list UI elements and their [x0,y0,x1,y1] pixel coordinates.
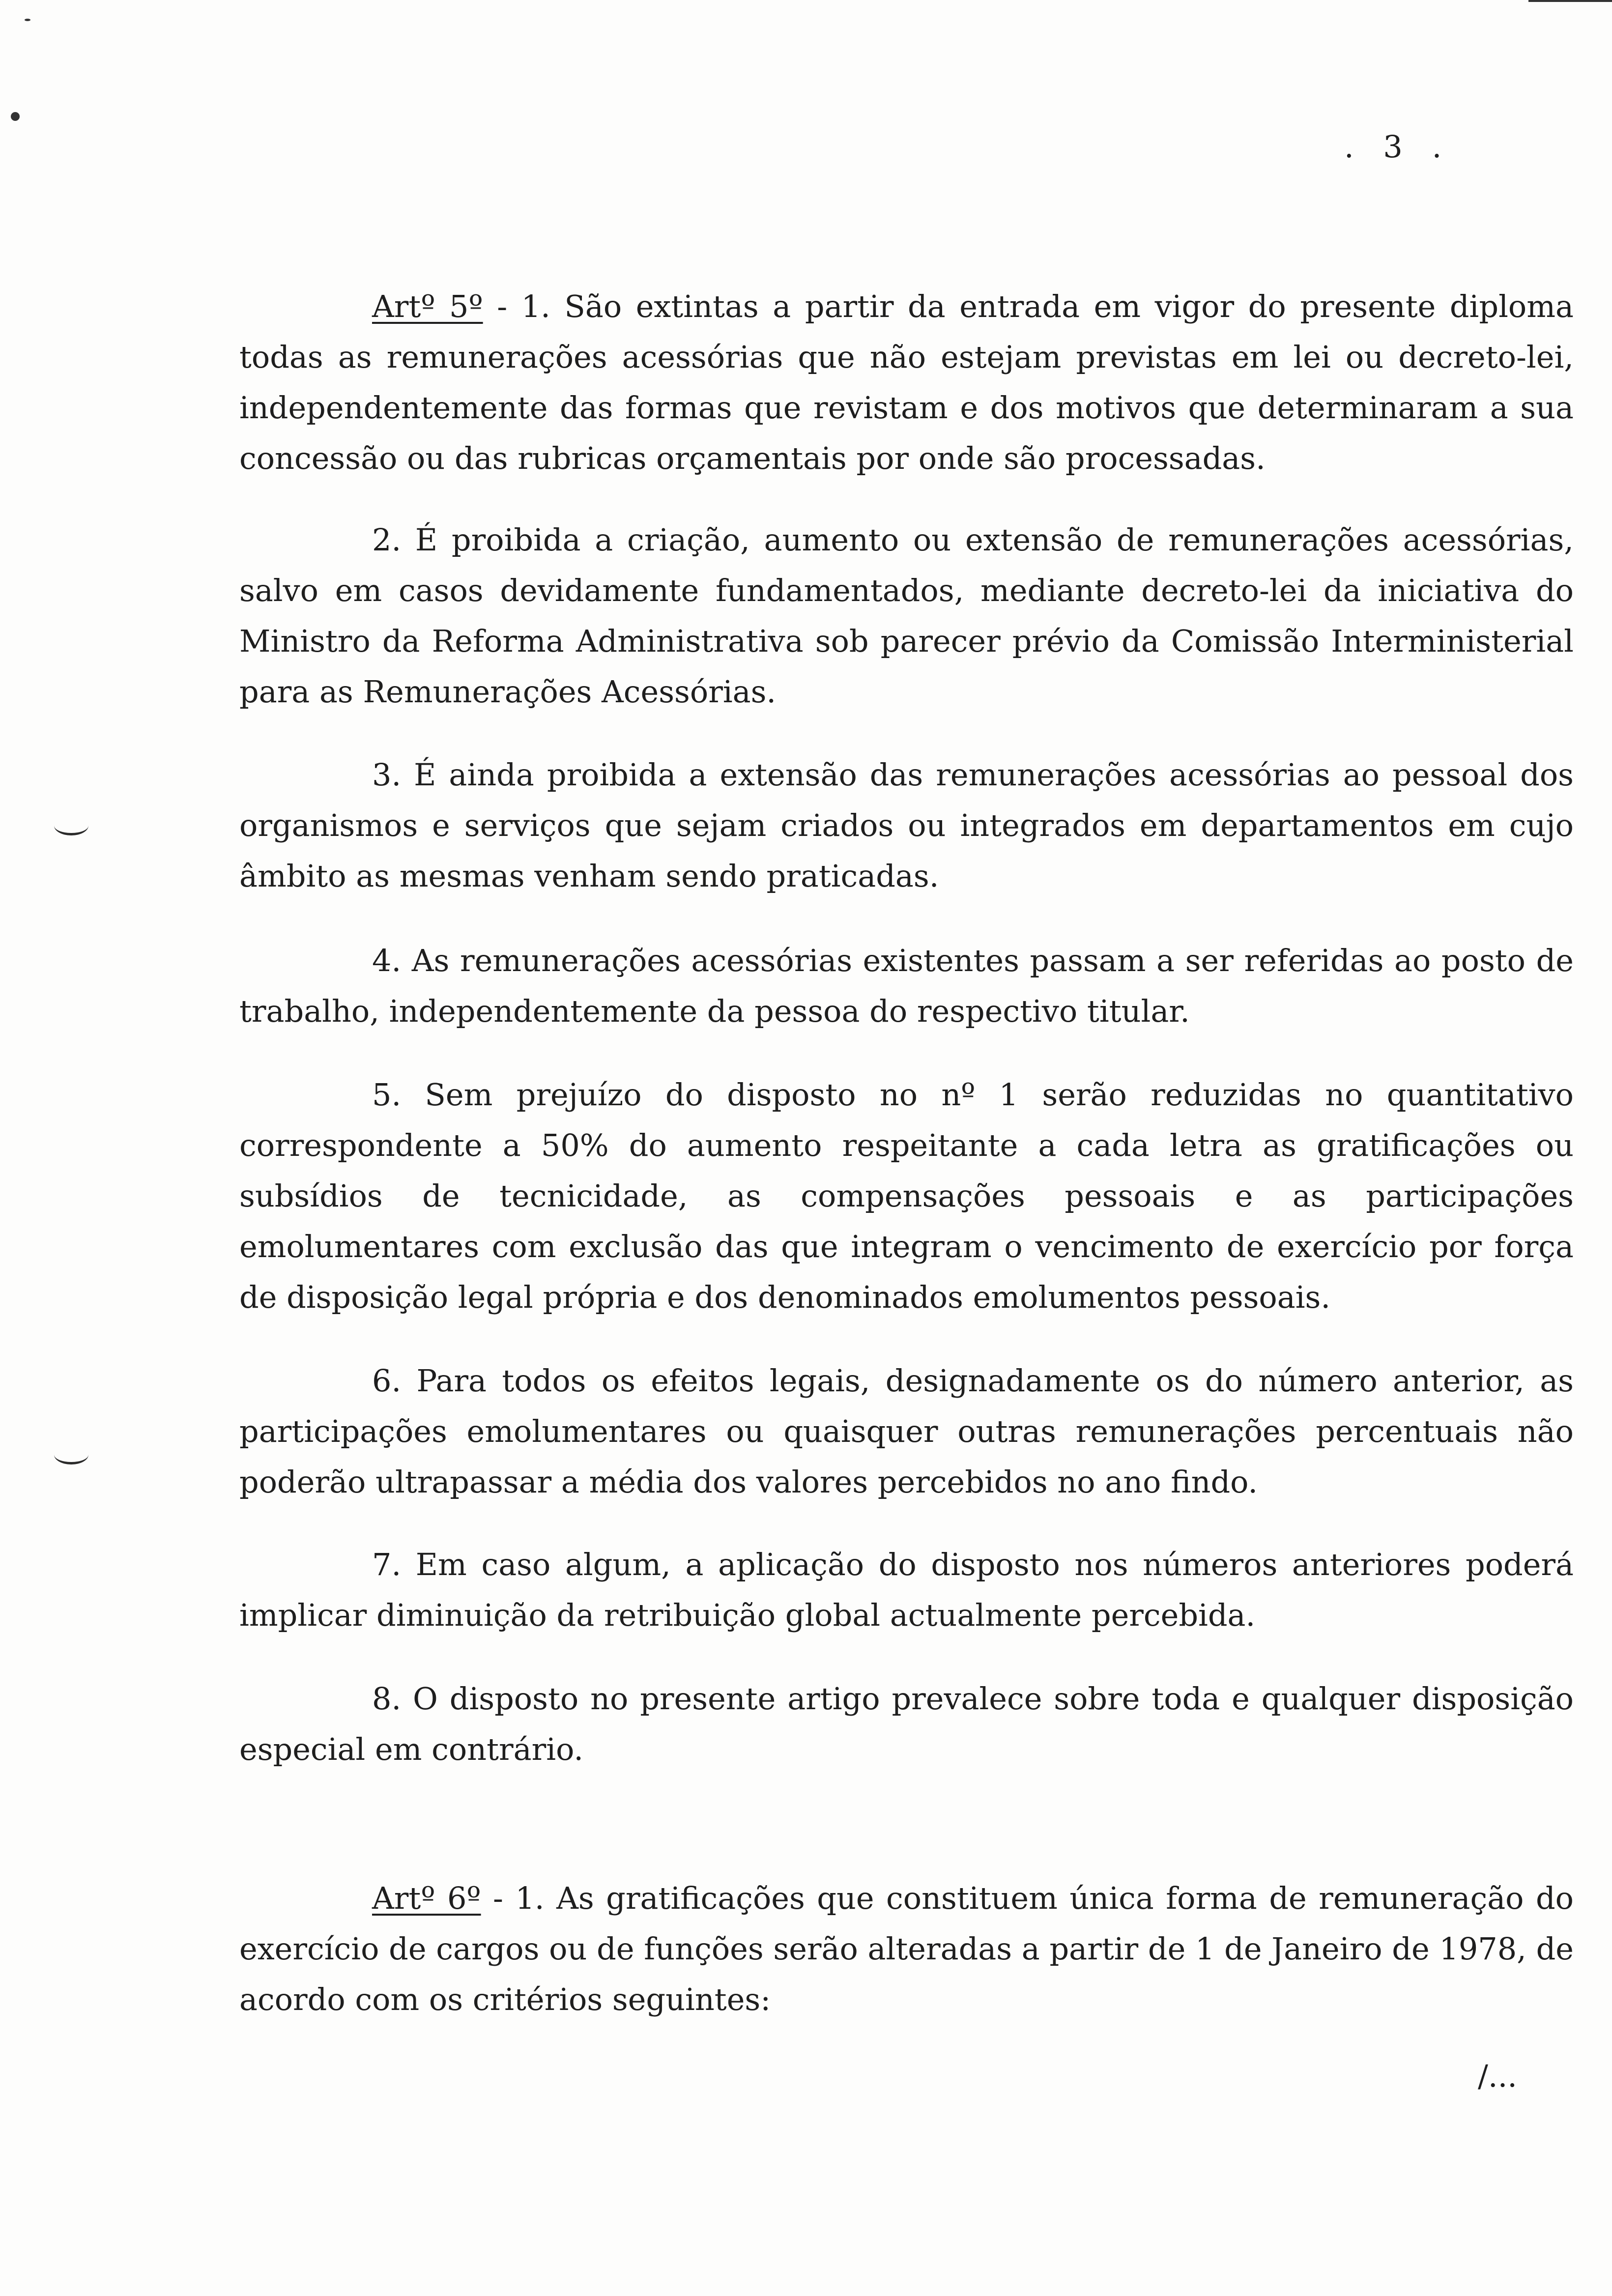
article-5-p6-text: 6. Para todos os efeitos legais, designadamente os do número anterior, as participações emolumentares ou quaisquer outras remunerações percentuais não poderão ultrapassar a média dos valores percebidos no ano findo. [239,1363,1574,1500]
article-6-p1-text: - 1. As gratificações que constituem única forma de remuneração do exercício de cargos ou de funções serão alteradas a partir de 1 de Janeiro de 1978, de acordo com os critérios seguintes: [239,1880,1574,2017]
scan-edge-line [1528,0,1612,2]
article-5-paragraph-4 [239,935,1574,1036]
article-6-paragraph-1 [239,1873,1574,2025]
article-5-p5-text: 5. Sem prejuízo do disposto no nº 1 serão reduzidas no quantitativo correspondente a 50% do aumento respeitante a cada letra as gratificações ou subsídios de tecnicidade, as compensações pessoais e as participações emolumentares com exclusão das que integram o vencimento de exercício por força de disposição legal própria e dos denominados emolumentos pessoais. [239,1077,1574,1315]
article-5-paragraph-7 [239,1539,1574,1640]
article-5-paragraph-6 [239,1355,1574,1507]
page-number: . 3 . [1344,129,1452,165]
margin-hole-mark [54,816,88,835]
scan-speck [11,112,20,121]
article-5-p2-text: 2. É proibida a criação, aumento ou extensão de remunerações acessórias, salvo em casos devidamente fundamentados, mediante decreto-lei da iniciativa do Ministro da Reforma Administrativa sob parecer prévio da Comissão Interministerial para as Remunerações Acessórias. [239,522,1574,710]
article-5-p8-text: 8. O disposto no presente artigo prevalece sobre toda e qualquer disposição especial em contrário. [239,1681,1574,1767]
scan-speck [25,19,30,21]
continuation-mark: /... [1478,2058,1518,2094]
article-5-p3-text: 3. É ainda proibida a extensão das remunerações acessórias ao pessoal dos organismos e serviços que sejam criados ou integrados em departamentos em cujo âmbito as mesmas venham sendo praticadas. [239,757,1574,894]
article-5-p1-text: - 1. São extintas a partir da entrada em vigor do presente diploma todas as remunerações acessórias que não estejam previstas em lei ou decreto-lei, independentemente das formas que revistam e dos motivos que determinaram a sua concessão ou das rubricas orçamentais por onde são processadas. [239,288,1574,476]
article-5-paragraph-1 [239,281,1574,484]
article-5-paragraph-2 [239,515,1574,717]
article-5-paragraph-5 [239,1069,1574,1322]
article-5-p4-text: 4. As remunerações acessórias existentes passam a ser referidas ao posto de trabalho, independentemente da pessoa do respectivo titular. [239,943,1574,1029]
article-5-p7-text: 7. Em caso algum, a aplicação do disposto nos números anteriores poderá implicar diminuição da retribuição global actualmente percebida. [239,1547,1574,1633]
article-6-heading: Artº 6º [372,1880,481,1916]
article-5-paragraph-3 [239,749,1574,901]
article-5-heading: Artº 5º [372,288,483,324]
margin-hole-mark [54,1445,88,1464]
article-5-paragraph-8 [239,1673,1574,1775]
